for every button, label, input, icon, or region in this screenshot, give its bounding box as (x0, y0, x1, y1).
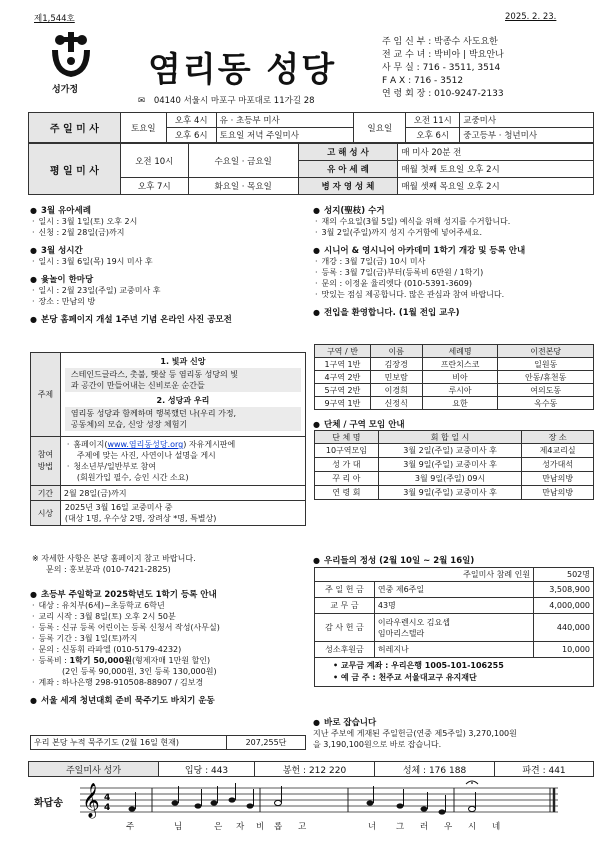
holy-hour-line: · 일시 : 3월 6일(목) 19시 미사 후 (30, 256, 310, 267)
correction-line: 지난 주보에 게재된 주일헌금(연중 제5주일) 3,270,100원 (313, 729, 517, 738)
theme-label: 주제 (31, 353, 61, 437)
infant-baptism-title: ● 3월 유아세례 (30, 204, 310, 216)
contest-note: 문의 : 홍보분과 (010-7421-2825) (46, 565, 171, 574)
contest-note: ※ 자세한 사항은 본당 홈페이지 참고 바랍니다. (32, 554, 196, 563)
psalm-label: 화답송 (34, 798, 63, 809)
weekday-days: 수요일 · 금요일 (188, 144, 298, 178)
groups-header: 회 합 일 시 (378, 431, 522, 444)
period-label: 기간 (31, 486, 61, 501)
photo-contest-title: ● 본당 홈페이지 개설 1주년 기념 온라인 사진 공모전 (30, 313, 310, 325)
table-row: 교 무 금 43명 4,000,000 (315, 598, 594, 614)
lyric: 시 (468, 822, 477, 832)
lyric: 네 (492, 822, 501, 832)
table-row: 9구역 1반 신정식 요한 옥수동 (315, 397, 594, 410)
address-text: 04140 서울시 마포구 마포대로 11가길 28 (153, 96, 315, 106)
rosary-label: 우리 본당 누적 묵주기도 (2월 16일 현재) (31, 736, 227, 750)
sunday-mass-label: 주 일 미 사 (29, 113, 121, 143)
lyric: 주 (126, 822, 135, 832)
logo-caption: 성가정 (52, 85, 79, 95)
rosary-table (30, 735, 306, 750)
account-holder: • 예 금 주 : 천주교 서울대교구 유지재단 (333, 673, 477, 682)
weekday-time: 오전 10시 (120, 144, 188, 178)
parish-title: 염리동 성당 (148, 50, 337, 90)
holy-family-logo-icon (48, 30, 94, 80)
academy-line: · 맛있는 점심 제공합니다. 많은 관심과 참여 바랍니다. (313, 289, 596, 300)
attendance-label: 주일미사 참례 인원 (315, 568, 534, 582)
sacrament-value: 매월 첫째 토요일 오후 2시 (398, 161, 594, 178)
sun-desc: 중고등부 · 청년미사 (460, 128, 594, 143)
table-row: 성소후원금 허레지나 10,000 (315, 642, 594, 658)
school-line: · 문의 : 신동휘 라파엘 (010-5179-4232) (30, 644, 310, 655)
palm-line: · 재의 수요일(3월 5일) 예식을 위해 성지를 수거합니다. (313, 216, 596, 227)
palm-collection-title: ● 성지(聖枝) 수거 (313, 204, 596, 216)
attendance-value: 502명 (534, 568, 594, 582)
sat-time: 오후 4시 (166, 113, 216, 128)
groups-table (314, 430, 594, 500)
table-row: 꾸 리 아 3월 9일(주일) 09시 만남의방 (315, 472, 594, 486)
lyric: 그 (396, 822, 405, 832)
psalm-lyrics (96, 820, 576, 832)
method-label: 참여방법 (31, 437, 61, 486)
lyric: 너 (368, 822, 377, 832)
school-line: · 교리 시작 : 3월 8일(토) 오후 2시 50분 (30, 611, 310, 622)
theme-1-desc: 스테인드글라스, 촛불, 햇살 등 염리동 성당의 빛 과 공간이 만들어내는 신비로운 순간들 (65, 368, 301, 392)
transfer-table (314, 344, 594, 410)
sacrament-value: 매월 셋째 목요일 오후 2시 (398, 178, 594, 195)
right-column (313, 204, 596, 318)
award-line: (대상 1명, 우수상 2명, 장려상 *명, 특별상) (64, 514, 217, 523)
school-line: · 대상 : 유치부(6세)~초등학교 6학년 (30, 600, 310, 611)
communion-hymn: 성체 : 176 188 (375, 762, 495, 777)
weekday-time: 오후 7시 (120, 178, 188, 195)
groups-title: ● 단체 / 구역 모임 안내 (313, 418, 405, 430)
saturday-label: 토요일 (120, 113, 166, 143)
transfer-title: ● 전입을 환영합니다. (1월 전입 교우) (313, 306, 596, 318)
staff-row: 주 임 신 부 : 박종수 사도요한 (382, 37, 498, 47)
staff-row: F A X : 716 - 3512 (382, 76, 464, 86)
weekday-mass-table (28, 143, 594, 195)
groups-header: 단 체 명 (315, 431, 379, 444)
offering-title: ● 우리들의 정성 (2월 10일 ~ 2월 16일) (313, 554, 474, 566)
lyric: 비 (256, 822, 265, 832)
yut-title: ● 윷놀이 한마당 (30, 273, 310, 285)
table-row: 감 사 헌 금 이라우렌시오 김요셉 임마리스텔라 440,000 (315, 614, 594, 642)
lyric: 고 (298, 822, 307, 832)
sacrament-label: 고 해 성 사 (298, 144, 398, 161)
address (138, 94, 315, 106)
lyric: 우 (444, 822, 453, 832)
staff-row: 전 교 수 녀 : 박비아 | 박요안나 (382, 50, 504, 60)
table-row: 10구역모임 3월 2일(주일) 교중미사 후 제4교리실 (315, 444, 594, 458)
sacrament-label: 병 자 영 성 체 (298, 178, 398, 195)
transfer-header: 이름 (370, 345, 422, 358)
mail-icon: ✉ (138, 96, 146, 106)
academy-line: · 개강 : 3월 7일(금) 10시 미사 (313, 256, 596, 267)
table-row: 4구역 2반 민보람 비아 안동/휴천동 (315, 371, 594, 384)
holy-family-logo (48, 30, 94, 80)
sat-desc: 유 · 초등부 미사 (216, 113, 354, 128)
rosary-value: 207,255단 (227, 736, 306, 750)
theme-2-desc: 염리동 성당과 함께하며 행복했던 나(우리 가정, 공동체)의 모습, 신앙 성장 체험기 (65, 407, 301, 431)
holy-hour-title: ● 3월 성시간 (30, 244, 310, 256)
offering-account: • 교무금 계좌 : 우리은행 1005-101-106255 (333, 661, 504, 670)
method-line: 주제에 맞는 사진, 사연이나 설명을 게시 (76, 451, 216, 460)
school-fee-detail: (2인 등록 90,000원, 3인 등록 130,000원) (62, 667, 217, 676)
theme-2: 2. 성당과 우리 (156, 396, 210, 405)
infant-line: · 신청 : 2월 28일(금)까지 (30, 227, 310, 238)
correction-title: ● 바로 잡습니다 (313, 716, 596, 728)
hymn-table (28, 761, 594, 777)
academy-line: · 등록 : 3월 7일(금)부터(등록비 6만원 / 1학기) (313, 267, 596, 278)
sun-desc: 교중미사 (460, 113, 594, 128)
school-fee: · 등록비 : 1학기 50,000원(형제자매 1만원 할인) (30, 655, 310, 666)
method-line: · 홈페이지(www.염리동성당.org) 자유게시판에 (65, 439, 301, 450)
lyric: 롭 (274, 822, 283, 832)
homepage-link[interactable]: www.염리동성당.org (107, 440, 184, 449)
weekday-days: 화요일 · 목요일 (188, 178, 298, 195)
hymn-label: 주일미사 성가 (29, 762, 159, 777)
yut-line: · 일시 : 2월 23일(주일) 교중미사 후 (30, 285, 310, 296)
sacrament-value: 매 미사 20분 전 (398, 144, 594, 161)
staff-row: 연 령 회 장 : 010-9247-2133 (382, 89, 504, 99)
weekday-mass-label: 평 일 미 사 (29, 144, 121, 195)
treble-clef-icon: 𝄞 (82, 783, 100, 818)
sun-time: 오후 6시 (406, 128, 460, 143)
staff-info (382, 36, 592, 101)
left-column (30, 204, 310, 325)
time-signature-bottom: 4 (104, 803, 111, 813)
academy-line: · 문의 : 이정윤 율리엣다 (010-5391-3609) (313, 278, 596, 289)
theme-1: 1. 빛과 신앙 (160, 357, 206, 366)
entrance-hymn: 입당 : 443 (159, 762, 255, 777)
period-value: 2월 28일(금)까지 (60, 486, 305, 501)
method-line: (회원가입 필수, 승인 시간 소요) (76, 473, 189, 482)
academy-title: ● 시니어 & 영시니어 아카데미 1학기 개강 및 등록 안내 (313, 244, 596, 256)
sat-desc: 토요일 저녁 주일미사 (216, 128, 354, 143)
table-row: 성 가 대 3월 9일(주일) 교중미사 후 성가대석 (315, 458, 594, 472)
palm-line: · 3월 2일(주일)까지 성지 수거함에 넣어주세요. (313, 227, 596, 238)
correction-line: 을 3,190,100원으로 바로 잡습니다. (313, 740, 442, 749)
offering-table (314, 567, 594, 687)
table-row: 1구역 1반 김장경 프란치스코 일원동 (315, 358, 594, 371)
sat-time: 오후 6시 (166, 128, 216, 143)
sunday-label: 일요일 (354, 113, 406, 143)
award-label: 시상 (31, 501, 61, 526)
school-account: · 계좌 : 하나은행 298-910508-88907 / 김보경 (30, 677, 310, 688)
recession-hymn: 파견 : 441 (495, 762, 594, 777)
offertory-hymn: 봉헌 : 212 220 (255, 762, 375, 777)
correction-section (313, 716, 596, 750)
method-line: · 청소년부/일반부로 참여 (65, 461, 301, 472)
yut-line: · 장소 : 만남의 방 (30, 296, 310, 307)
psalm-staff (80, 780, 560, 820)
mass-schedule-table (28, 112, 594, 143)
transfer-header: 구역 / 반 (315, 345, 371, 358)
lyric: 러 (420, 822, 429, 832)
school-line: · 등록 : 신규 등록 어린이는 등록 신청서 작성(사무실) (30, 622, 310, 633)
transfer-header: 이전본당 (498, 345, 594, 358)
groups-header: 장 소 (522, 431, 594, 444)
staff-row: 사 무 실 : 716 - 3511, 3514 (382, 63, 501, 73)
contest-notes (32, 553, 308, 575)
sunday-school-title: ● 초등부 주일학교 2025학년도 1학기 등록 안내 (30, 588, 310, 600)
award-line: 2025년 3월 16일 교중미사 중 (64, 503, 173, 512)
table-row: 주 일 헌 금 연중 제6주일 3,508,900 (315, 582, 594, 598)
photo-contest-table (30, 352, 306, 526)
issue-date: 2025. 2. 23. (505, 12, 557, 22)
time-signature-top: 4 (104, 793, 111, 803)
school-line: · 등록 기간 : 3월 1일(토)까지 (30, 633, 310, 644)
sun-time: 오전 11시 (406, 113, 460, 128)
issue-number: 제1,544호 (34, 14, 75, 24)
sunday-school-section (30, 588, 310, 706)
transfer-header: 세례명 (422, 345, 498, 358)
sacrament-label: 유 아 세 례 (298, 161, 398, 178)
table-row: 연 령 회 3월 9일(주일) 교중미사 후 만남의방 (315, 486, 594, 500)
table-row: 5구역 2반 이경희 루시아 여의도동 (315, 384, 594, 397)
lyric: 님 (174, 822, 183, 832)
infant-line: · 일시 : 3월 1일(토) 오후 2시 (30, 216, 310, 227)
rosary-title: ● 서울 세계 청년대회 준비 묵주기도 바치기 운동 (30, 694, 310, 706)
lyric: 자 (236, 822, 245, 832)
lyric: 은 (214, 822, 223, 832)
